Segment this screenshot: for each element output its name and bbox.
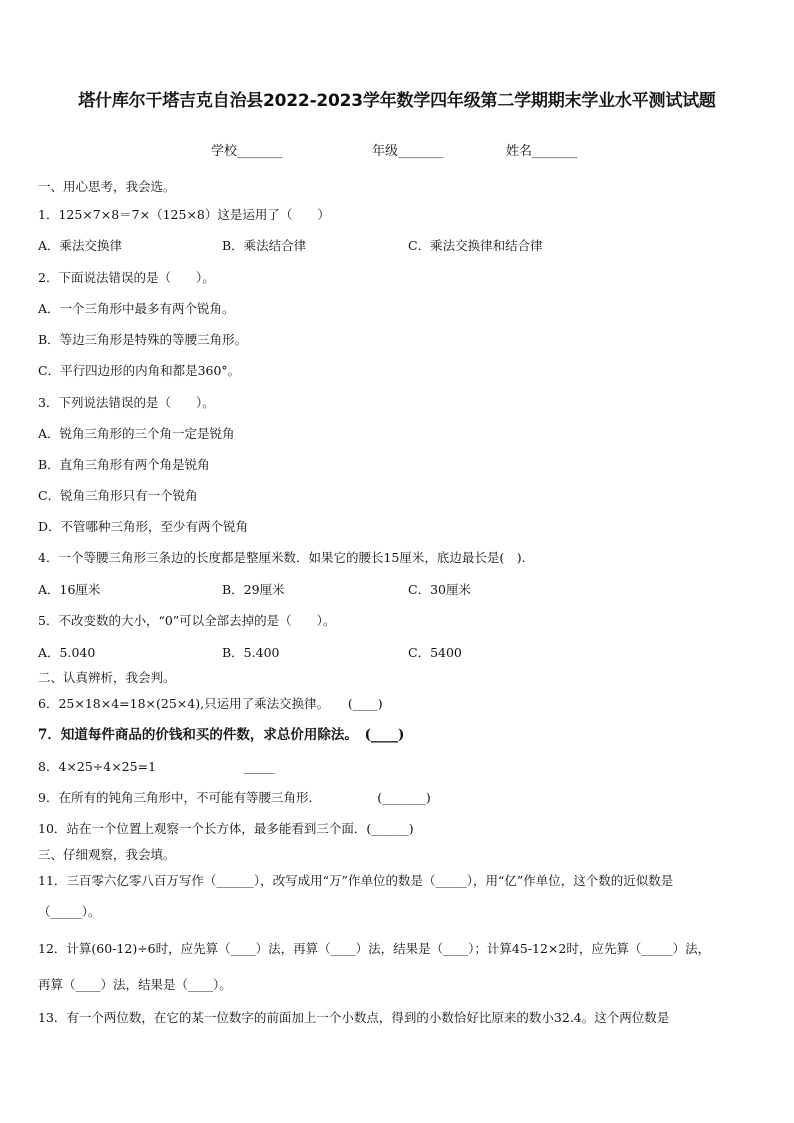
question-3-stem: 3．下列说法错误的是（ ）。 — [38, 395, 215, 410]
section-3-heading: 三、仔细观察，我会填。 — [38, 847, 176, 862]
question-12-line-2: 再算（____）法，结果是（____）。 — [38, 977, 232, 992]
question-2-option-a: A．一个三角形中最多有两个锐角。 — [38, 301, 235, 316]
question-3-option-b: B．直角三角形有两个角是锐角 — [38, 457, 210, 472]
question-5-option-b: B．5.400 — [222, 645, 280, 660]
question-11-line-1: 11．三百零六亿零八百万写作（______），改写成用“万”作单位的数是（_____），用“亿”作单位，这个数的近似数是 — [38, 873, 674, 888]
question-4-option-a: A．16厘米 — [38, 582, 101, 597]
question-5-stem: 5．不改变数的大小，“0”可以全部去掉的是（ ）。 — [38, 613, 336, 628]
question-9: 9．在所有的钝角三角形中，不可能有等腰三角形． (_______) — [38, 790, 431, 805]
question-3-option-a: A．锐角三角形的三个角一定是锐角 — [38, 426, 235, 441]
question-3-option-c: C．锐角三角形只有一个锐角 — [38, 488, 198, 503]
question-5-option-c: C．5400 — [408, 645, 462, 660]
question-1-option-a: A．乘法交换律 — [38, 238, 123, 253]
question-2-option-c: C．平行四边形的内角和都是360°。 — [38, 363, 241, 378]
question-6: 6．25×18×4=18×(25×4),只运用了乘法交换律。 (____) — [38, 696, 383, 711]
question-1-option-c: C．乘法交换律和结合律 — [408, 238, 543, 253]
question-4-stem: 4．一个等腰三角形三条边的长度都是整厘米数．如果它的腰长15厘米，底边最长是( ). — [38, 550, 526, 565]
question-7: 7．知道每件商品的价钱和买的件数，求总价用除法。 (____) — [38, 727, 405, 743]
question-4-option-b: B．29厘米 — [222, 582, 285, 597]
section-1-heading: 一、用心思考，我会选。 — [38, 179, 176, 194]
school-field: 学校_______ — [211, 144, 283, 159]
page-title: 塔什库尔干塔吉克自治县2022-2023学年数学四年级第二学期期末学业水平测试试题 — [78, 91, 716, 111]
question-1-option-b: B．乘法结合律 — [222, 238, 307, 253]
question-5-option-a: A．5.040 — [38, 645, 96, 660]
question-8: 8．4×25÷4×25=1 _____ — [38, 759, 275, 774]
question-2-option-b: B．等边三角形是特殊的等腰三角形。 — [38, 332, 248, 347]
grade-field: 年级_______ — [372, 144, 444, 159]
question-3-option-d: D．不管哪种三角形，至少有两个锐角 — [38, 519, 249, 534]
question-2-stem: 2．下面说法错误的是（ ）。 — [38, 270, 215, 285]
section-2-heading: 二、认真辨析，我会判。 — [38, 670, 176, 685]
question-4-option-c: C．30厘米 — [408, 582, 471, 597]
question-10: 10．站在一个位置上观察一个长方体，最多能看到三个面．(______) — [38, 821, 414, 836]
name-field: 姓名_______ — [506, 144, 578, 159]
question-1-stem: 1．125×7×8＝7×（125×8）这是运用了（ ） — [38, 207, 330, 222]
question-11-line-2: （_____）。 — [38, 904, 101, 919]
question-12-line-1: 12．计算(60-12)÷6时，应先算（____）法，再算（____）法，结果是（____）；计算45-12×2时，应先算（_____）法， — [38, 941, 711, 956]
question-13-line-1: 13．有一个两位数，在它的某一位数字的前面加上一个小数点，得到的小数恰好比原来的数小32.4。这个两位数是 — [38, 1010, 670, 1025]
